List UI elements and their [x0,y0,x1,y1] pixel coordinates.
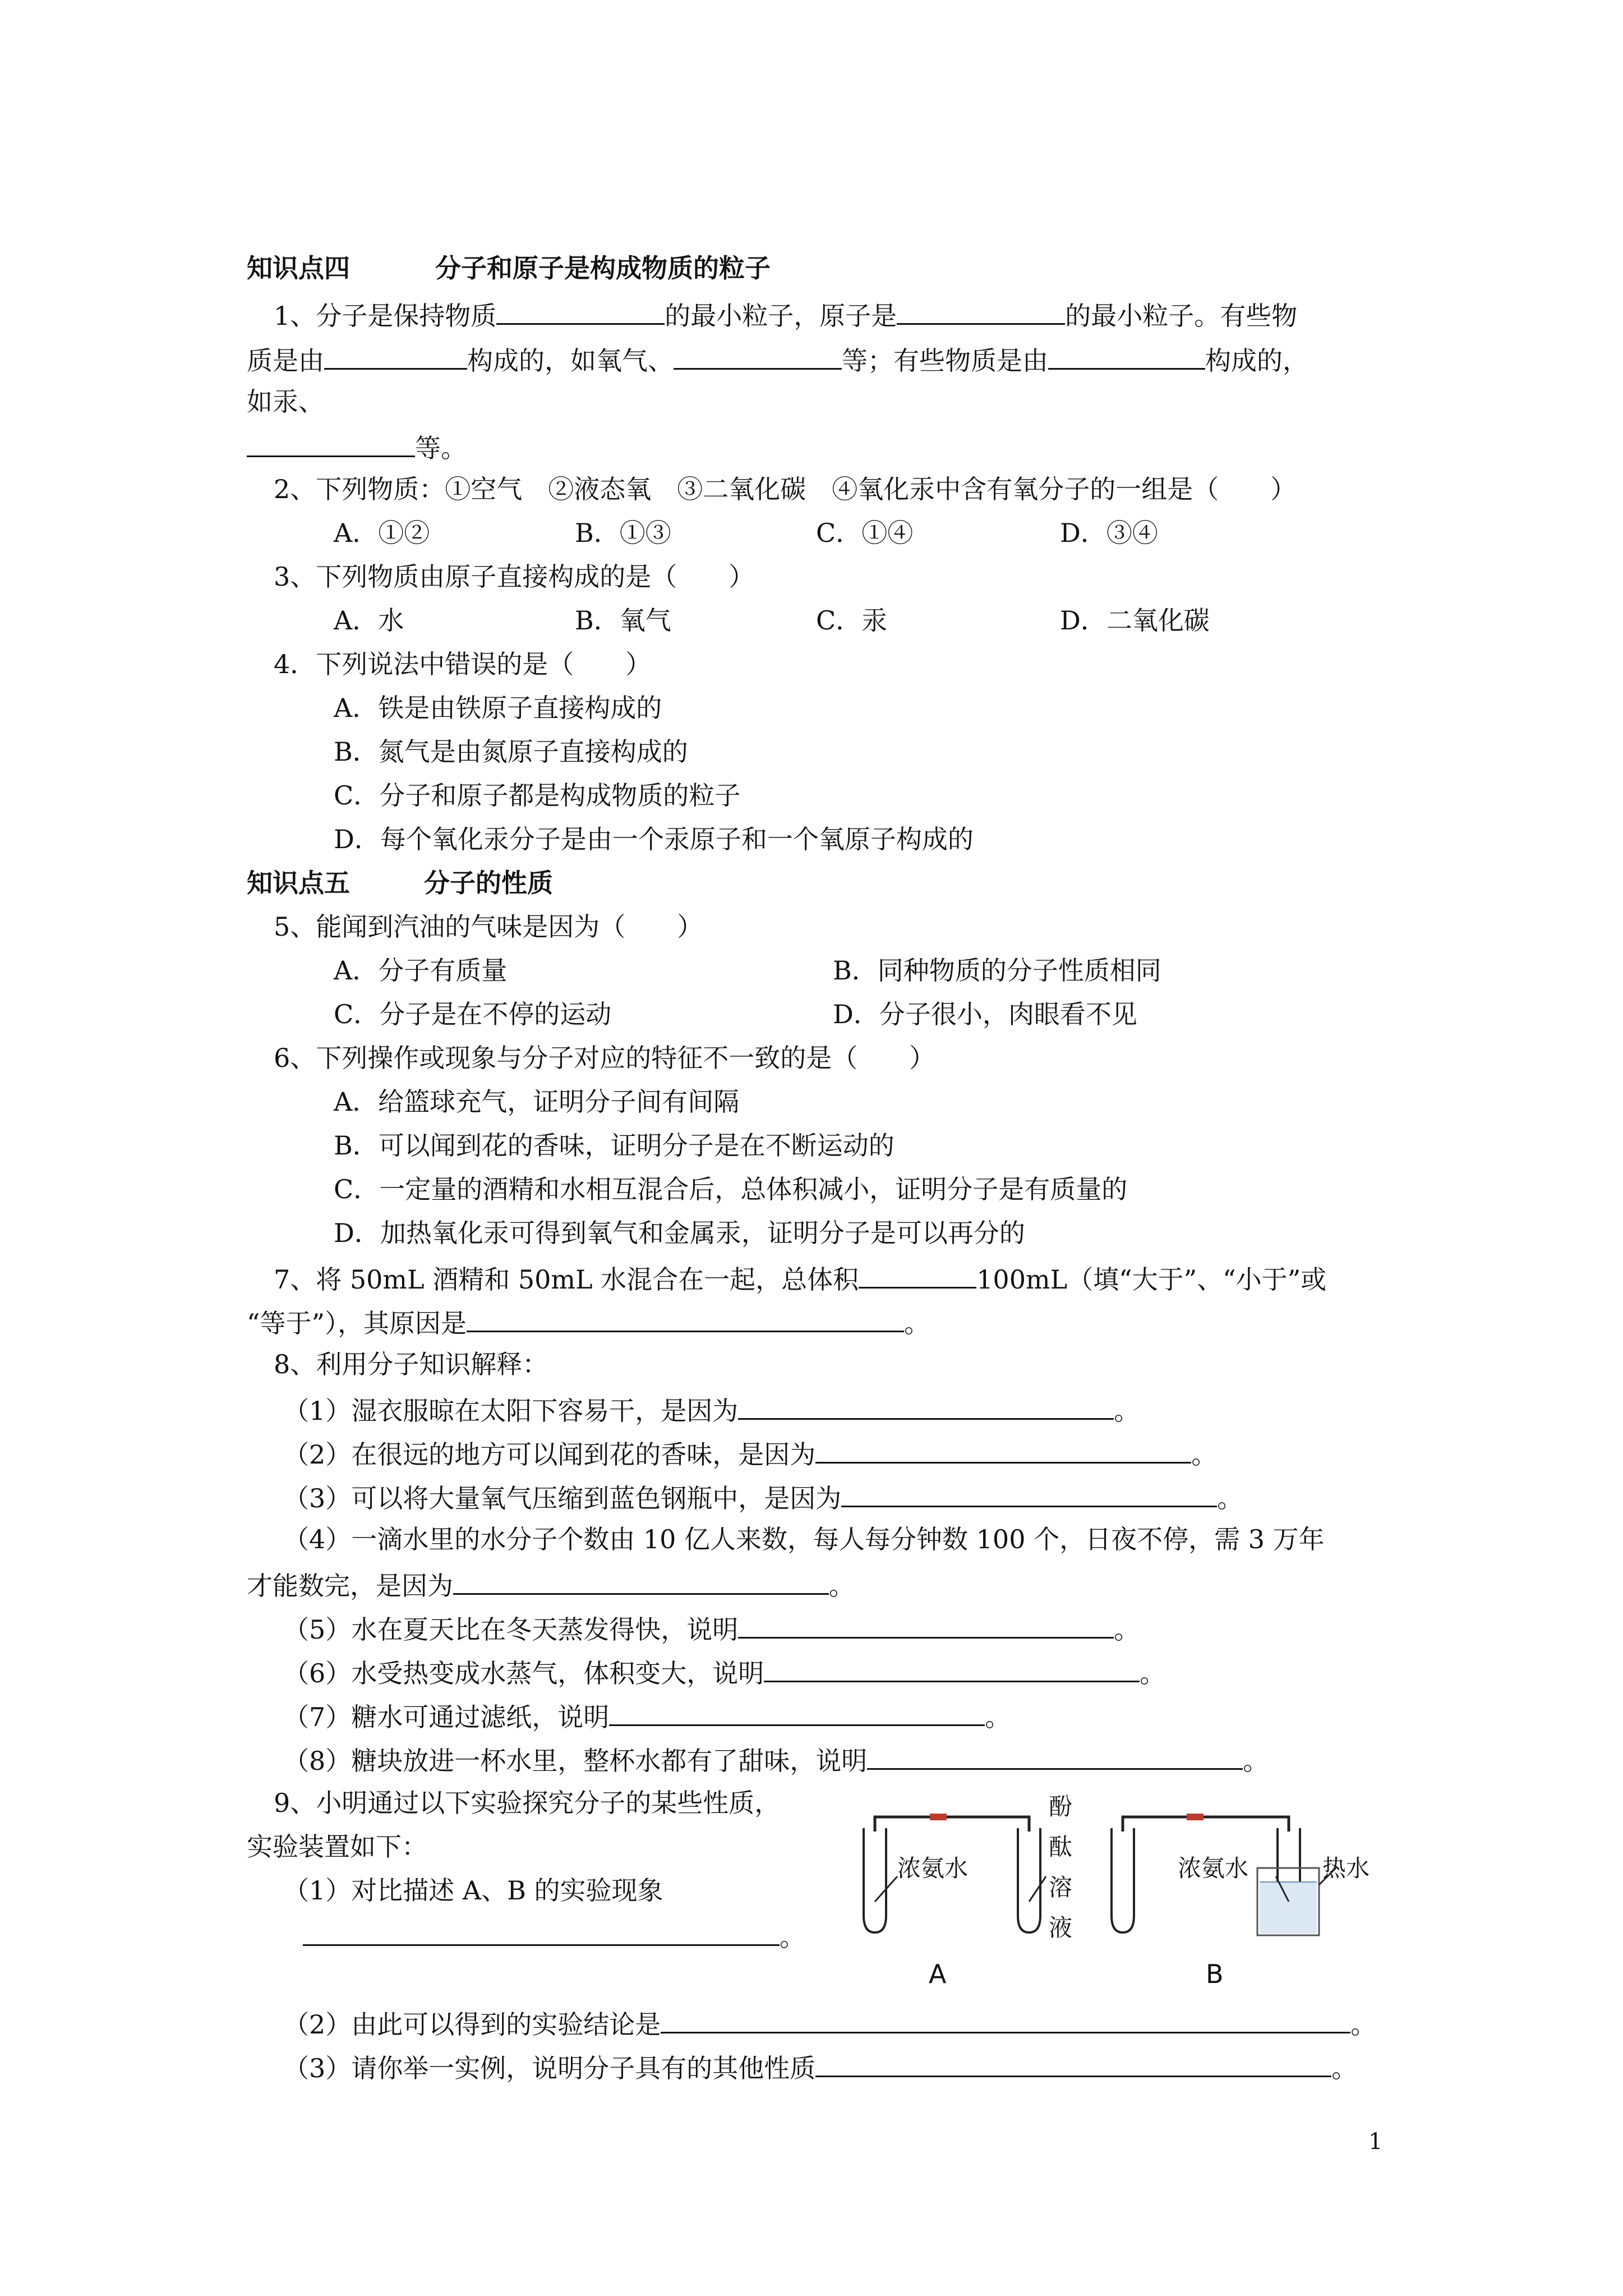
q6-option-c[interactable]: C．一定量的酒精和水相互混合后，总体积减小，证明分子是有质量的 [334,1174,1128,1204]
test-tube-a-left [864,1828,886,1932]
q3-option-c[interactable]: C．汞 [816,605,888,636]
svg-text:酞: 酞 [1049,1833,1073,1861]
label-a: A [929,1959,947,1989]
q6-option-d[interactable]: D．加热氧化汞可得到氧气和金属汞，证明分子是可以再分的 [334,1218,1025,1248]
q3-option-d[interactable]: D．二氧化碳 [1060,605,1210,636]
q8-blank-3[interactable] [841,1479,1217,1507]
q8-item-1: （1）湿衣服晾在太阳下容易干，是因为 。 [283,1391,1140,1428]
q1-line2: 质是由 构成的，如氧气、 等；有些物质是由 构成的， [247,341,1308,378]
q4-option-a[interactable]: A．铁是由铁原子直接构成的 [334,693,662,723]
q8-item-6: （6）水受热变成水蒸气，体积变大，说明 。 [283,1654,1165,1690]
q3-option-b[interactable]: B．氧气 [575,605,671,636]
q6-option-a[interactable]: A．给篮球充气，证明分子间有间隔 [334,1087,740,1117]
q2-option-d[interactable]: D．③④ [1060,518,1158,548]
q8-blank-4[interactable] [453,1566,829,1595]
q4-stem: 4．下列说法中错误的是（ ） [274,649,652,679]
q8-item-3: （3）可以将大量氧气压缩到蓝色钢瓶中，是因为 。 [283,1479,1243,1515]
q8-blank-1[interactable] [738,1391,1114,1420]
q9-sub-3: （3）请你举一实例，说明分子具有的其他性质 。 [283,2049,1357,2085]
q8-item-2: （2）在很远的地方可以闻到花的香味，是因为 。 [283,1435,1217,1471]
page-number: 1 [1368,2129,1383,2155]
q9-stem-1: 9、小明通过以下实验探究分子的某些性质， [274,1788,781,1818]
q4-option-c[interactable]: C．分子和原子都是构成物质的粒子 [334,780,741,811]
q5-option-d[interactable]: D．分子很小，肉眼看不见 [833,999,1137,1029]
q9-blank-2[interactable] [661,2005,1350,2033]
q8-blank-8[interactable] [867,1741,1243,1770]
q9-sub-1-answer: 。 [303,1917,805,1954]
q5-stem: 5、能闻到汽油的气味是因为（ ） [274,912,703,942]
connecting-tube-a [875,1817,1029,1832]
section-5-title: 分子的性质 [424,868,554,898]
q9-sub-2: （2）由此可以得到的实验结论是 。 [283,2005,1376,2041]
q7-line2: “等于”），其原因是 。 [247,1304,930,1340]
connecting-tube-b [1123,1817,1289,1832]
q1-blank-2[interactable] [897,296,1065,325]
q1-blank-3[interactable] [324,341,467,370]
q5-option-b[interactable]: B．同种物质的分子性质相同 [833,955,1161,986]
q9-stem-2: 实验装置如下： [247,1832,427,1862]
q8-blank-7[interactable] [609,1697,985,1726]
q9-blank-3[interactable] [815,2049,1331,2077]
experiment-apparatus-figure [852,1792,1380,1994]
q8-blank-5[interactable] [738,1610,1114,1639]
q5-option-c[interactable]: C．分子是在不停的运动 [334,999,612,1029]
q8-item-4: （4）一滴水里的水分子个数由 10 亿人来数，每人每分钟数 100 个，日夜不停，需 3 万年 [283,1524,1325,1554]
section-4-label: 知识点四 [247,253,350,283]
q7-line1: 7、将 50mL 酒精和 50mL 水混合在一起，总体积 100mL（填“大于”、“小于”或 [274,1260,1326,1296]
q6-option-b[interactable]: B．可以闻到花的香味，证明分子是在不断运动的 [334,1130,895,1161]
q1-blank-4[interactable] [674,341,842,370]
q8-item-4-cont: 才能数完，是因为 。 [247,1566,855,1603]
q7-blank-2[interactable] [467,1304,904,1332]
label-ammonia-a: 浓氨水 [897,1855,969,1882]
section-5-label: 知识点五 [247,868,350,898]
q2-option-c[interactable]: C．①④ [816,518,914,548]
label-indicator [1049,1793,1072,1941]
q8-item-5: （5）水在夏天比在冬天蒸发得快，说明 。 [283,1610,1140,1646]
q1-line1: 1、分子是保持物质 的最小粒子，原子是 的最小粒子。有些物 [274,296,1297,333]
q7-blank-1[interactable] [859,1260,976,1289]
q1-blank-1[interactable] [496,296,665,325]
q8-blank-2[interactable] [815,1435,1191,1464]
q2-stem: 2、下列物质：①空气 ②液态氧 ③二氧化碳 ④氧化汞中含有氧分子的一组是（ ） [274,474,1297,504]
svg-text:溶: 溶 [1049,1874,1073,1901]
q2-option-b[interactable]: B．①③ [575,518,671,548]
label-hot-water: 热水 [1322,1855,1370,1882]
test-tube-a-right [1018,1828,1040,1932]
q8-item-7: （7）糖水可通过滤纸，说明 。 [283,1697,1011,1734]
q3-option-a[interactable]: A．水 [334,605,404,636]
svg-text:液: 液 [1049,1914,1073,1941]
q1-blank-5[interactable] [1048,341,1205,370]
q1-line3: 如汞、 [247,386,324,417]
q6-stem: 6、下列操作或现象与分子对应的特征不一致的是（ ） [274,1043,935,1073]
q4-option-b[interactable]: B．氮气是由氮原子直接构成的 [334,737,688,767]
section-4-title: 分子和原子是构成物质的粒子 [435,253,771,283]
q1-blank-6[interactable] [247,429,415,457]
q4-option-d[interactable]: D．每个氧化汞分子是由一个汞原子和一个氧原子构成的 [334,824,974,854]
q9-sub-1: （1）对比描述 A、B 的实验现象 [283,1875,663,1906]
q8-stem: 8、利用分子知识解释： [274,1349,548,1379]
q3-stem: 3、下列物质由原子直接构成的是（ ） [274,562,755,592]
q8-blank-6[interactable] [764,1654,1140,1682]
q5-option-a[interactable]: A．分子有质量 [334,955,508,986]
label-ammonia-b: 浓氨水 [1178,1855,1249,1882]
q9-blank-1[interactable] [303,1917,780,1946]
q8-item-8: （8）糖块放进一杯水里，整杯水都有了甜味，说明 。 [283,1741,1269,1778]
q1-line4: 等。 [247,429,467,465]
svg-text:酚: 酚 [1049,1793,1073,1820]
q2-option-a[interactable]: A．①② [334,518,430,548]
hot-water [1260,1882,1317,1934]
test-tube-b-left [1112,1828,1134,1932]
label-b: B [1206,1959,1224,1989]
